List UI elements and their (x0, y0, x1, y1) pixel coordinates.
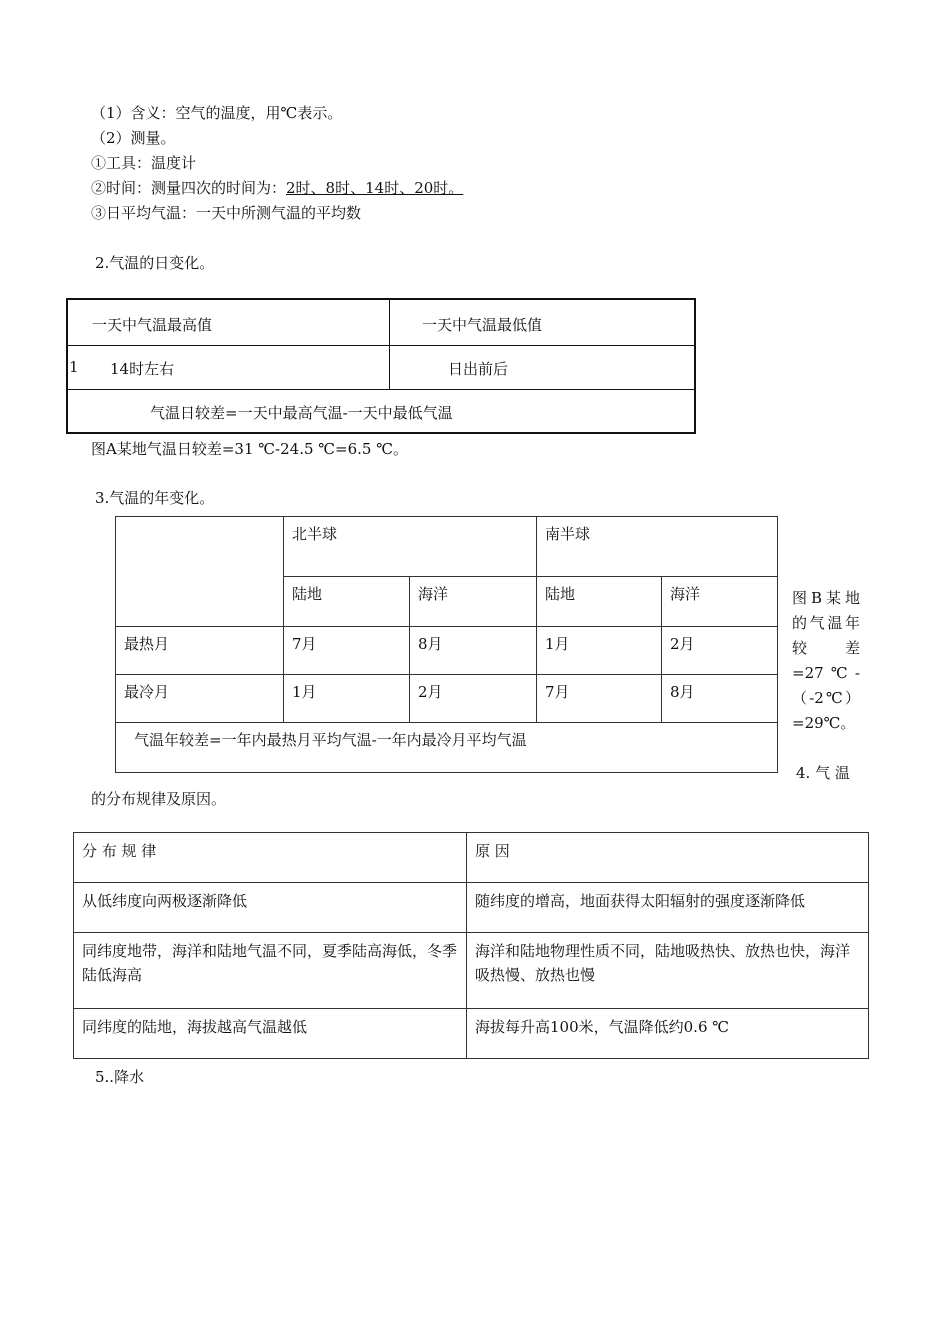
distribution-heading-part1: 4. 气 温 (796, 764, 850, 782)
row-marker: 1 (69, 357, 79, 376)
table-row (74, 1009, 869, 1059)
table-cell: 同纬度地带，海洋和陆地气温不同，夏季陆高海低，冬季陆低海高 (74, 933, 467, 1009)
table-cell: 原 因 (467, 833, 869, 883)
table-row (67, 345, 695, 389)
table-row (116, 723, 778, 773)
distribution-heading-part2: 的分布规律及原因。 (91, 790, 227, 808)
time-value: 2时、8时、14时、20时。 (286, 179, 464, 197)
distribution-table (73, 832, 869, 1059)
table-row (74, 883, 869, 933)
table-cell: 随纬度的增高，地面获得太阳辐射的强度逐渐降低 (467, 883, 869, 933)
daily-average-line: ③日平均气温：一天中所测气温的平均数 (91, 204, 362, 222)
table-cell: 7月 (537, 675, 662, 723)
table-cell: 海拔每升高100米，气温降低约0.6 ℃ (467, 1009, 869, 1059)
time-prefix: ②时间：测量四次的时间为： (91, 179, 287, 197)
table-cell: 陆地 (537, 577, 662, 627)
table-cell (67, 345, 390, 389)
table-row (74, 833, 869, 883)
definition-line: （1）含义：空气的温度，用℃表示。 (91, 104, 343, 122)
daily-change-heading: 2.气温的日变化。 (95, 254, 215, 272)
table-cell: 日出前后 (390, 345, 696, 389)
time-line (91, 177, 463, 198)
annual-change-table (115, 516, 778, 773)
precipitation-heading: 5..降水 (95, 1068, 145, 1086)
table-row (67, 389, 695, 433)
tool-line: ①工具：温度计 (91, 154, 197, 172)
table-cell: 1月 (537, 627, 662, 675)
table-cell: 海洋 (662, 577, 778, 627)
table-cell: 同纬度的陆地，海拔越高气温越低 (74, 1009, 467, 1059)
table-row (116, 675, 778, 723)
daily-range-formula: 气温日较差=一天中最高气温-一天中最低气温 (67, 389, 695, 433)
annual-change-heading: 3.气温的年变化。 (95, 489, 215, 507)
table-cell: 2月 (662, 627, 778, 675)
table-cell: 8月 (410, 627, 537, 675)
table-cell: 一天中气温最高值 (67, 299, 390, 345)
hemisphere-header: 南半球 (537, 517, 778, 577)
max-time-value: 14时左右 (110, 359, 175, 378)
table-cell (116, 517, 284, 627)
table-cell: 一天中气温最低值 (390, 299, 696, 345)
table-cell: 1月 (284, 675, 410, 723)
figure-a-caption: 图A某地气温日较差=31 ℃-24.5 ℃=6.5 ℃。 (91, 440, 409, 458)
table-cell: 8月 (662, 675, 778, 723)
table-cell: 从低纬度向两极逐渐降低 (74, 883, 467, 933)
table-cell: 海洋和陆地物理性质不同，陆地吸热快、放热也快，海洋吸热慢、放热也慢 (467, 933, 869, 1009)
table-cell: 分 布 规 律 (74, 833, 467, 883)
table-row (116, 627, 778, 675)
table-row (74, 933, 869, 1009)
table-cell: 陆地 (284, 577, 410, 627)
daily-change-table (66, 298, 696, 434)
annual-range-formula: 气温年较差=一年内最热月平均气温-一年内最冷月平均气温 (116, 723, 778, 773)
hemisphere-header: 北半球 (284, 517, 537, 577)
table-cell: 2月 (410, 675, 537, 723)
table-row (116, 517, 778, 577)
table-cell: 7月 (284, 627, 410, 675)
table-row (67, 299, 695, 345)
measurement-line: （2）测量。 (91, 129, 176, 147)
figure-b-note: 图B某地的气温年较差=27℃-（-2℃）=29℃。 (792, 589, 860, 732)
table-cell: 最冷月 (116, 675, 284, 723)
table-cell: 最热月 (116, 627, 284, 675)
table-cell: 海洋 (410, 577, 537, 627)
